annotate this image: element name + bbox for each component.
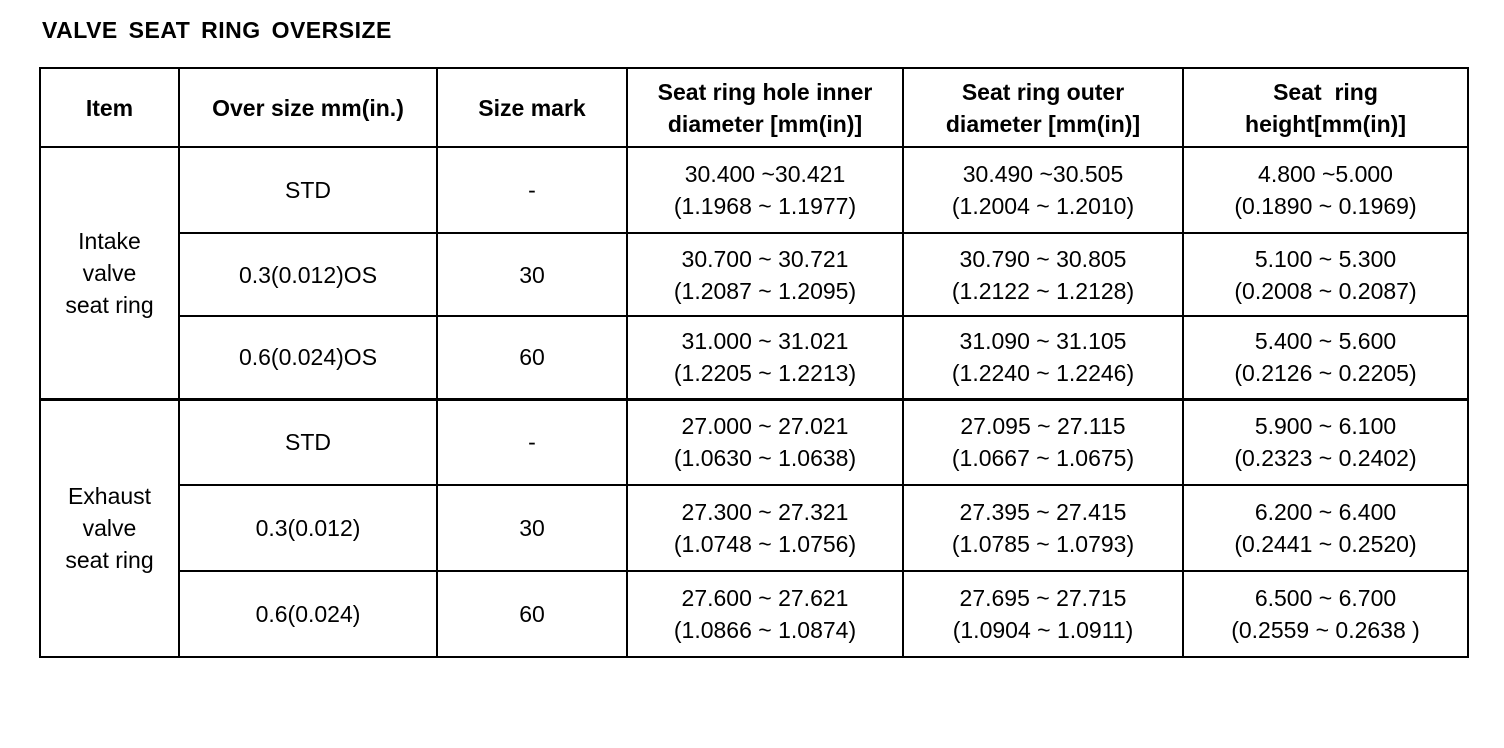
outer-cell: 27.695 ~ 27.715 (1.0904 ~ 1.0911) bbox=[903, 571, 1183, 657]
outer-cell: 30.490 ~30.505 (1.2004 ~ 1.2010) bbox=[903, 147, 1183, 233]
over-size-cell: 0.6(0.024) bbox=[179, 571, 437, 657]
header-over-size: Over size mm(in.) bbox=[179, 68, 437, 147]
over-size-cell: STD bbox=[179, 147, 437, 233]
table-header-row bbox=[40, 68, 1468, 147]
size-mark-cell: - bbox=[437, 147, 627, 233]
outer-cell: 27.395 ~ 27.415 (1.0785 ~ 1.0793) bbox=[903, 485, 1183, 571]
outer-cell: 31.090 ~ 31.105 (1.2240 ~ 1.2246) bbox=[903, 316, 1183, 399]
item-cell-intake: Intake valve seat ring bbox=[40, 147, 179, 399]
height-cell: 5.400 ~ 5.600 (0.2126 ~ 0.2205) bbox=[1183, 316, 1468, 399]
size-mark-cell: 60 bbox=[437, 316, 627, 399]
height-cell: 6.200 ~ 6.400 (0.2441 ~ 0.2520) bbox=[1183, 485, 1468, 571]
over-size-cell: 0.6(0.024)OS bbox=[179, 316, 437, 399]
item-cell-exhaust: Exhaust valve seat ring bbox=[40, 399, 179, 657]
height-cell: 6.500 ~ 6.700 (0.2559 ~ 0.2638 ) bbox=[1183, 571, 1468, 657]
table-row bbox=[40, 316, 1468, 399]
hole-inner-cell: 31.000 ~ 31.021 (1.2205 ~ 1.2213) bbox=[627, 316, 903, 399]
table-row bbox=[40, 485, 1468, 571]
hole-inner-cell: 27.300 ~ 27.321 (1.0748 ~ 1.0756) bbox=[627, 485, 903, 571]
height-cell: 4.800 ~5.000 (0.1890 ~ 0.1969) bbox=[1183, 147, 1468, 233]
outer-cell: 27.095 ~ 27.115 (1.0667 ~ 1.0675) bbox=[903, 399, 1183, 485]
hole-inner-cell: 27.600 ~ 27.621 (1.0866 ~ 1.0874) bbox=[627, 571, 903, 657]
size-mark-cell: 60 bbox=[437, 571, 627, 657]
outer-cell: 30.790 ~ 30.805 (1.2122 ~ 1.2128) bbox=[903, 233, 1183, 316]
over-size-cell: 0.3(0.012) bbox=[179, 485, 437, 571]
hole-inner-cell: 30.400 ~30.421 (1.1968 ~ 1.1977) bbox=[627, 147, 903, 233]
table-row bbox=[40, 147, 1468, 233]
header-ring-height: Seat ring height[mm(in)] bbox=[1183, 68, 1468, 147]
table-row bbox=[40, 399, 1468, 485]
header-outer-diameter: Seat ring outer diameter [mm(in)] bbox=[903, 68, 1183, 147]
table-row bbox=[40, 571, 1468, 657]
header-size-mark: Size mark bbox=[437, 68, 627, 147]
hole-inner-cell: 27.000 ~ 27.021 (1.0630 ~ 1.0638) bbox=[627, 399, 903, 485]
hole-inner-cell: 30.700 ~ 30.721 (1.2087 ~ 1.2095) bbox=[627, 233, 903, 316]
size-mark-cell: 30 bbox=[437, 485, 627, 571]
size-mark-cell: 30 bbox=[437, 233, 627, 316]
size-mark-cell: - bbox=[437, 399, 627, 485]
over-size-cell: 0.3(0.012)OS bbox=[179, 233, 437, 316]
height-cell: 5.100 ~ 5.300 (0.2008 ~ 0.2087) bbox=[1183, 233, 1468, 316]
header-item: Item bbox=[40, 68, 179, 147]
over-size-cell: STD bbox=[179, 399, 437, 485]
valve-seat-ring-table bbox=[39, 67, 1469, 658]
header-hole-inner-diameter: Seat ring hole inner diameter [mm(in)] bbox=[627, 68, 903, 147]
document-title: VALVE SEAT RING OVERSIZE bbox=[42, 17, 392, 43]
height-cell: 5.900 ~ 6.100 (0.2323 ~ 0.2402) bbox=[1183, 399, 1468, 485]
table-row bbox=[40, 233, 1468, 316]
